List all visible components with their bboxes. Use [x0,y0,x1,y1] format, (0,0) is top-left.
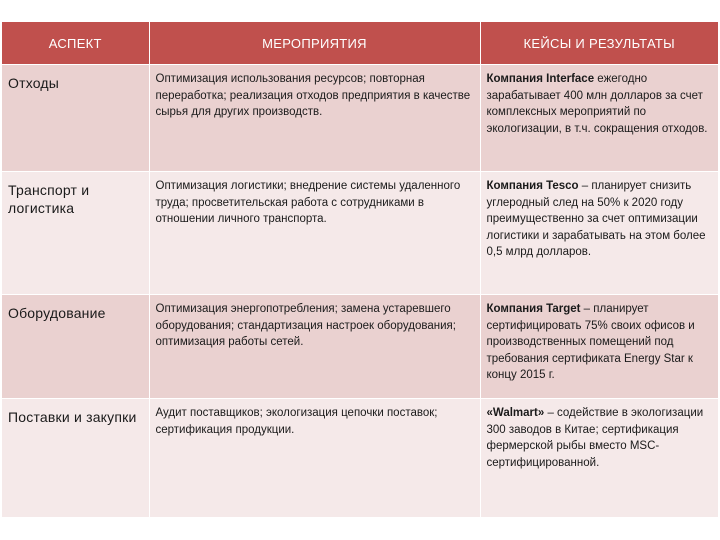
cases-cell [480,399,718,517]
case-company: «Walmart» [486,407,545,419]
header-measures: МЕРОПРИЯТИЯ [149,22,480,65]
measures-cell: Оптимизация использования ресурсов; повторная переработка; реализация отходов предприятия в качестве сырья для других производств. [149,65,480,172]
cases-cell [480,295,718,399]
header-aspect: АСПЕКТ [2,22,149,65]
table-row-waste [2,65,718,172]
eco-measures-table [2,22,718,517]
case-text: ежегодно зарабатывает 400 млн долларов за счет комплексных мероприятий по экологизации, в т.ч. сокращения отходов. [486,73,708,135]
table-row-equipment [2,295,718,399]
case-text: – планирует сертифицировать 75% своих офисов и производственных помещений под требования сертификата Energy Star к концу 2015 г. [486,303,695,381]
cases-cell [480,65,718,172]
case-company: Компания Target [486,303,581,315]
case-text: – планирует снизить углеродный след на 50% к 2020 году преимущественно за счет оптимизации логистики и зарабатывать на этом более 0,5 млрд долларов. [486,180,706,258]
aspect-cell: Транспорт и логистика [2,172,149,295]
case-text: – содействие в экологизации 300 заводов в Китае; сертификация фермерской рыбы вместо MSC-сертифицированной. [486,407,704,469]
measures-cell: Оптимизация энергопотребления; замена устаревшего оборудования; стандартизация настроек оборудования; оптимизация работы сетей. [149,295,480,399]
aspect-cell: Отходы [2,65,149,172]
measures-cell: Аудит поставщиков; экологизация цепочки поставок; сертификация продукции. [149,399,480,517]
table-header-row [2,22,718,65]
case-company: Компания Interface [486,73,595,85]
cases-cell [480,172,718,295]
aspect-cell: Оборудование [2,295,149,399]
measures-cell: Оптимизация логистики; внедрение системы удаленного труда; просветительская работа с сотрудниками в отношении личного транспорта. [149,172,480,295]
table-row-transport [2,172,718,295]
aspect-cell: Поставки и закупки [2,399,149,517]
case-company: Компания Tesco [486,180,579,192]
header-cases: КЕЙСЫ И РЕЗУЛЬТАТЫ [480,22,718,65]
table-row-supply [2,399,718,517]
